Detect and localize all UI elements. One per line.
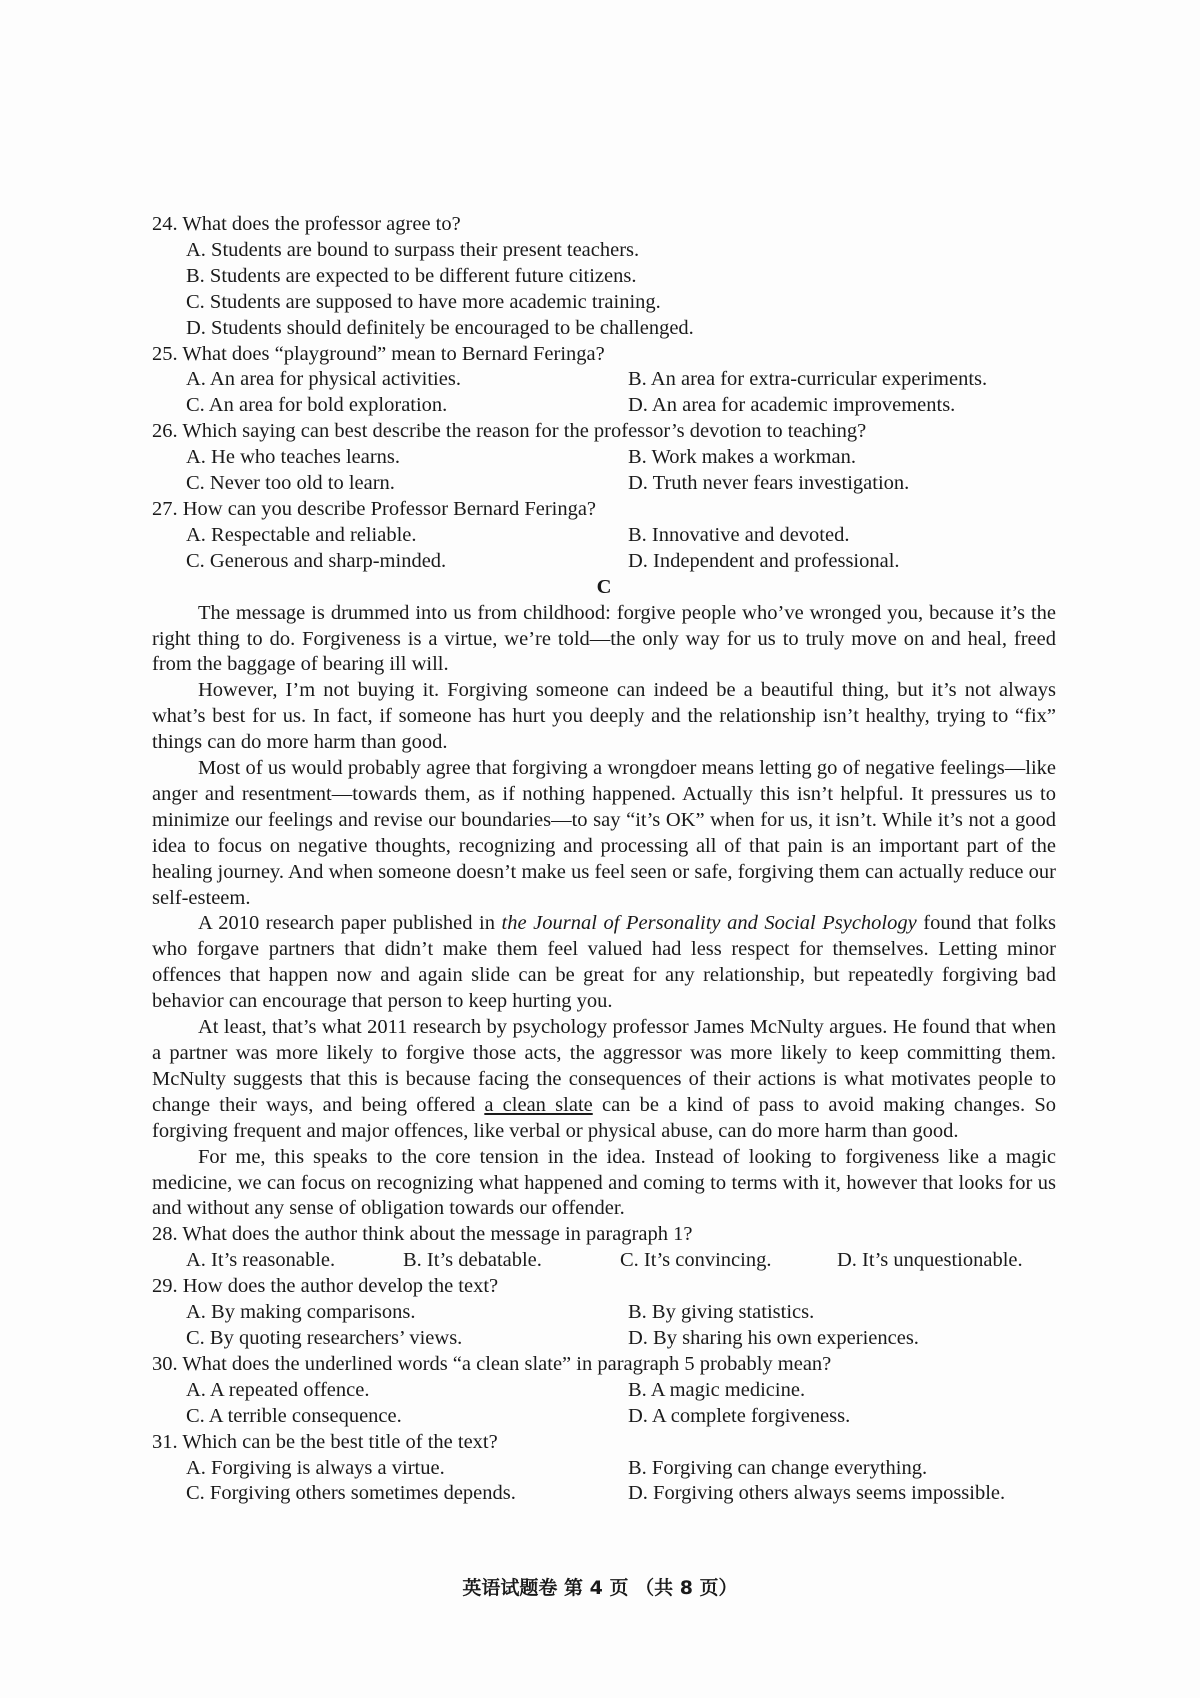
option-d: D. Forgiving others always seems impossible.: [628, 1482, 1006, 1505]
option-a: A. By making comparisons.: [186, 1301, 416, 1324]
option-b: B. Students are expected to be different future citizens.: [186, 264, 637, 287]
page-footer: 英语试题卷 第 4 页 （共 8 页）: [462, 1577, 738, 1599]
option-b: B. It’s debatable.: [403, 1249, 542, 1272]
option-d: D. By sharing his own experiences.: [628, 1326, 919, 1349]
question-stem: 29. How does the author develop the text?: [152, 1275, 499, 1298]
option-c: C. Never too old to learn.: [186, 472, 395, 495]
option-a: A. Students are bound to surpass their present teachers.: [186, 238, 640, 261]
option-a: A. It’s reasonable.: [186, 1249, 336, 1272]
question-30: [152, 1352, 1056, 1430]
question-27: [152, 497, 1056, 575]
underlined-phrase: a clean slate: [484, 1093, 593, 1116]
option-d: D. It’s unquestionable.: [837, 1249, 1023, 1272]
question-stem: 26. Which saying can best describe the reason for the professor’s devotion to teaching?: [152, 420, 867, 443]
question-24: [152, 212, 1056, 342]
paragraph-1: The message is drummed into us from childhood: forgive people who’ve wronged you, because it’s the right thing to do. Forgiveness is a virtue, we’re told—the only way for us to truly move on and heal, freed from the baggage of bearing ill will.: [152, 601, 1056, 676]
question-28: [152, 1222, 1056, 1274]
question-25: [152, 342, 1056, 420]
option-a: A. He who teaches learns.: [186, 446, 401, 469]
question-stem: 25. What does “playground” mean to Bernard Feringa?: [152, 342, 605, 365]
option-c: C. Forgiving others sometimes depends.: [186, 1482, 516, 1505]
option-b: B. Forgiving can change everything.: [628, 1456, 928, 1479]
option-b: B. Innovative and devoted.: [628, 523, 850, 546]
option-b: B. Work makes a workman.: [628, 446, 856, 469]
question-stem: 31. Which can be the best title of the text?: [152, 1430, 498, 1453]
option-b: B. An area for extra-curricular experiments.: [628, 368, 988, 391]
reading-passage: [152, 601, 1056, 1223]
option-b: B. By giving statistics.: [628, 1301, 815, 1324]
question-stem: 28. What does the author think about the message in paragraph 1?: [152, 1223, 693, 1246]
option-b: B. A magic medicine.: [628, 1378, 806, 1401]
option-c: C. A terrible consequence.: [186, 1404, 402, 1427]
question-stem: 30. What does the underlined words “a clean slate” in paragraph 5 probably mean?: [152, 1352, 832, 1375]
paragraph-5-text: At least, that’s what 2011 research by psychology professor James McNulty argues. He found that when a partner was more likely to forgive those acts, the aggressor was more likely to keep committing them. McNulty suggests that this is because facing the consequences of their actions is what motivates people to change their ways, and being offered: [152, 1016, 1056, 1116]
option-c: C. By quoting researchers’ views.: [186, 1326, 463, 1349]
paragraph-3: Most of us would probably agree that forgiving a wrongdoer means letting go of negative feelings—like anger and resentment—towards them, as if nothing happened. Actually this isn’t helpful. It pressures us to minimize our feelings and revise our boundaries—to say “it’s OK” when for us, it isn’t. While it’s not a good idea to focus on negative thoughts, recognizing and processing all of that pain is an important part of the healing journey. And when someone doesn’t make us feel seen or safe, forgiving them can actually reduce our self-esteem.: [152, 757, 1056, 909]
option-a: A. A repeated offence.: [186, 1378, 370, 1401]
option-a: A. Forgiving is always a virtue.: [186, 1456, 445, 1479]
paragraph-4-text: found that folks who forgave partners that didn’t make them feel valued had less respect for themselves. Letting minor offences that happen now and again slide can be great for any relationship, but repeatedly forgiving bad behavior can encourage that person to keep hurting you.: [152, 912, 1056, 1013]
paragraph-2: However, I’m not buying it. Forgiving someone can indeed be a beautiful thing, but it’s not always what’s best for us. In fact, if someone has hurt you deeply and the relationship isn’t healthy, trying to “fix” things can do more harm than good.: [152, 679, 1056, 754]
option-c: C. It’s convincing.: [620, 1249, 772, 1272]
question-31: [152, 1430, 1056, 1508]
journal-title: the Journal of Personality and Social Psychology: [501, 912, 917, 935]
option-c: C. Generous and sharp-minded.: [186, 549, 447, 572]
question-stem: 27. How can you describe Professor Bernard Feringa?: [152, 497, 597, 520]
option-d: D. An area for academic improvements.: [628, 394, 956, 417]
paragraph-4-text: A 2010 research paper published in: [198, 912, 502, 935]
paragraph-5: [152, 1015, 1056, 1145]
paragraph-4: [152, 911, 1056, 1015]
question-26: [152, 419, 1056, 497]
question-stem: 24. What does the professor agree to?: [152, 213, 461, 235]
option-a: A. Respectable and reliable.: [186, 523, 417, 546]
option-d: D. Independent and professional.: [628, 549, 900, 572]
option-d: D. A complete forgiveness.: [628, 1404, 851, 1427]
option-d: D. Truth never fears investigation.: [628, 472, 910, 495]
option-a: A. An area for physical activities.: [186, 368, 461, 391]
section-heading: C: [596, 575, 612, 598]
question-29: [152, 1274, 1056, 1352]
option-d: D. Students should definitely be encouraged to be challenged.: [186, 316, 694, 339]
paragraph-5-text: can be a kind of pass to avoid making changes. So forgiving frequent and major offences, like verbal or physical abuse, can do more harm than good.: [152, 1093, 1056, 1142]
option-c: C. Students are supposed to have more academic training.: [186, 290, 661, 313]
paragraph-6: For me, this speaks to the core tension in the idea. Instead of looking to forgiveness like a magic medicine, we can focus on recognizing what happened and coming to terms with it, however that looks for us and without any sense of obligation towards our offender.: [152, 1145, 1056, 1220]
exam-page: [152, 212, 1056, 1507]
option-c: C. An area for bold exploration.: [186, 394, 448, 417]
